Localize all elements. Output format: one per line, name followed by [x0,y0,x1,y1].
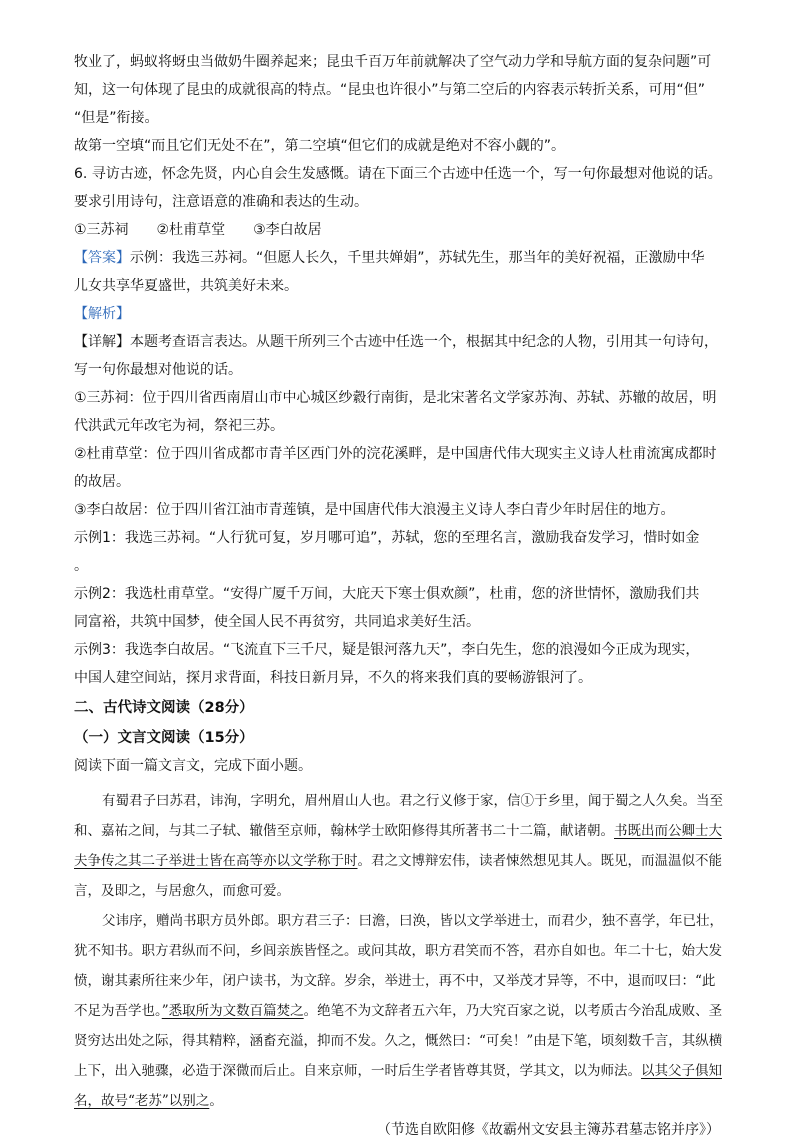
text-line: 知，这一句体现了昆虫的成就很高的特点。“昆虫也许很小”与第二空后的内容表示转折关系，可用“但” [74,82,706,98]
example-2-line: 示例2：我选杜甫草堂。“安得广厦千万间，大庇天下寒士俱欢颜”，杜甫，您的济世情怀，激励我们共 [74,586,700,602]
section-2-heading: 二、古代诗文阅读（28分） [74,700,254,716]
text-line: 故第一空填“而且它们无处不在”，第二空填“但它们的成就是绝对不容小觑的”。 [74,138,566,154]
example-3-line: 示例3：我选李白故居。“飞流直下三千尺，疑是银河落九天”，李白先生，您的浪漫如今正成为现实， [74,642,700,658]
text-line: 牧业了，蚂蚁将蚜虫当做奶牛圈养起来；昆虫千百万年前就解决了空气动力学和导航方面的复杂问题”可 [74,54,712,70]
passage-text: 。君之文博辩宏伟，读者悚然想见其人。既见，而温温似不能言，及即之，与居愈久，而愈可爱。 [74,853,722,899]
question-6-options: ①三苏祠 ②杜甫草堂 ③李白故居 [74,222,322,238]
passage-paragraph-1 [74,786,724,906]
example-2-line: 同富裕，共筑中国梦，使全国人民不再贫穷，共同追求美好生活。 [74,614,480,630]
question-6-requirement: 要求引用诗句，注意语意的准确和表达的生动。 [74,194,368,210]
example-1-line: 。 [74,558,88,574]
analysis-tag: 【解析】 [74,306,130,322]
detail-line: 【详解】本题考查语言表达。从题干所列三个古迹中任选一个，根据其中纪念的人物，引用其一句诗句， [74,334,718,350]
answer-line: 儿女共享华夏盛世，共筑美好未来。 [74,278,298,294]
example-1-line: 示例1：我选三苏祠。“人行犹可复，岁月哪可追”，苏轼，您的至理名言，激励我奋发学习，惜时如金 [74,530,700,546]
site-2-line: 的故居。 [74,474,130,490]
question-6-stem: 6. 寻访古迹，怀念先贤，内心自会生发感慨。请在下面三个古迹中任选一个，写一句你最想对他说的话。 [74,166,722,182]
passage-text: 。绝笔不为文辞者五六年，乃大究百家之说，以考质古今治乱成败、圣贤穷达出处之际，得其精粹，涵畜充溢，抑而不发。久之，慨然曰：“可矣！”由是下笔，顷刻数千言，其纵横上下，出入驰骤，必造于深微而后止。自来京师，一时后生学者皆尊其贤，学其文，以为师法。 [74,1003,723,1079]
passage-paragraph-2 [74,906,724,1116]
answer-tag: 【答案】 [74,250,130,266]
passage-text: 有蜀君子曰苏君，讳洵，字明允，眉州眉山人也。君之行义修于家，信①于乡里，闻于蜀之人久矣。当至和、嘉祐之间，与其二子轼、辙偕至京师，翰林学士欧阳修得其所著书二十二篇，献诸朝。 [74,793,723,839]
text-line: “但是”衔接。 [74,110,159,126]
site-2-line: ②杜甫草堂：位于四川省成都市青羊区西门外的浣花溪畔，是中国唐代伟大现实主义诗人杜甫流寓成都时 [74,446,717,462]
underlined-sentence-1: 书既出而公卿士大夫争传之其二子举进士皆在高等亦以文学称于时 [74,823,722,869]
answer-line [74,244,724,272]
underlined-sentence-3: 以其父子俱知名，故号“老苏”以别之 [74,1063,722,1109]
passage-text: 。 [209,1093,223,1109]
passage-source: （节选自欧阳修《故霸州文安县主簿苏君墓志铭并序》） [377,1122,720,1138]
answer-text: 示例：我选三苏祠。“但愿人长久，千里共婵娟”，苏轼先生，那当年的美好祝福，正激励中华 [130,250,705,266]
example-3-line: 中国人建空间站，探月求背面，科技日新月异，不久的将来我们真的要畅游银河了。 [74,670,592,686]
site-1-line: 代洪武元年改宅为祠，祭祀三苏。 [74,418,284,434]
site-1-line: ①三苏祠：位于四川省西南眉山市中心城区纱縠行南街，是北宋著名文学家苏洵、苏轼、苏辙的故居，明 [74,390,717,406]
detail-line: 写一句你最想对他说的话。 [74,362,242,378]
site-3-line: ③李白故居：位于四川省江油市青莲镇，是中国唐代伟大浪漫主义诗人李白青少年时居住的地方。 [74,502,675,518]
underlined-sentence-2: ”悉取所为文数百篇焚之 [161,1003,304,1019]
reading-instruction: 阅读下面一篇文言文，完成下面小题。 [74,758,312,774]
document-page [74,48,724,1144]
section-2-1-heading: （一）文言文阅读（15分） [74,730,254,746]
passage-text: 父讳序，赠尚书职方员外郎。职方君三子：曰澹，曰涣，皆以文学举进士，而君少，独不喜学，年已壮，犹不知书。职方君纵而不问，乡闾亲族皆怪之。或问其故，职方君笑而不答，君亦自如也。年二十七，始大发愤，谢其素所往来少年，闭户读书，为文辞。岁余，举进士，再不中，又举茂才异等，不中，退而叹曰：“此不足为吾学也。 [74,913,723,1019]
